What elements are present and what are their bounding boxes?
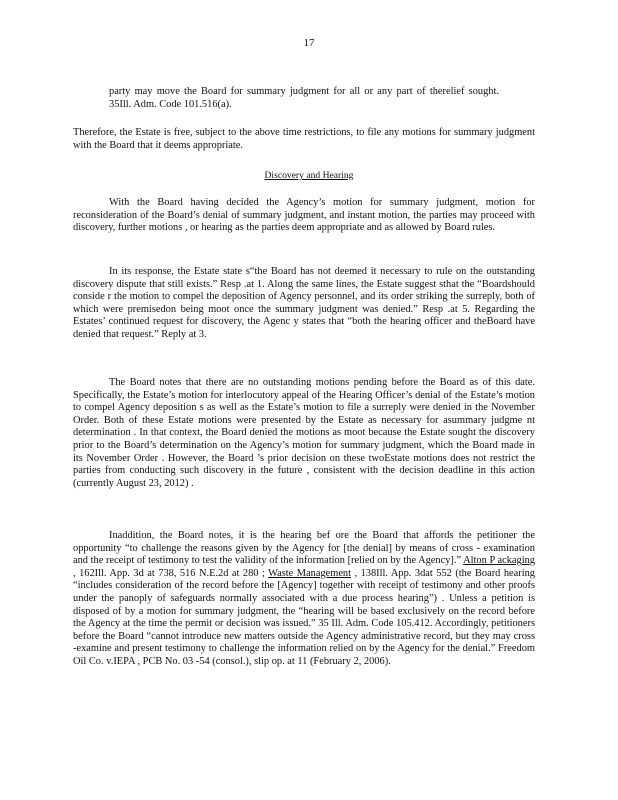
section-heading [0, 170, 618, 183]
paragraph-hearing [73, 530, 535, 669]
page-number: 17 [303, 37, 315, 49]
paragraph-therefore: Therefore, the Estate is free, subject to the above time restrictions, to file any motions for summary judgment with the Board that it deems appropriate. [73, 127, 535, 151]
block-quote: party may move the Board for summary judgment for all or any part of therelief sought. 35Ill. Adm. Code 101.516(a). [109, 86, 499, 110]
case-citation-waste-management: Waste Management [268, 567, 352, 579]
paragraph-board-notes: The Board notes that there are no outstanding motions pending before the Board as of this date. Specifically, the Estate’s motion for interlocutory appeal of the Hearing Officer’s denial of the Estate’s motion to compel Agency deposition s as well as the Estate’s motion to file a surreply were denied in the November Order. Both of these Estate motions were presented by the Estate as necessary for asummary judgme nt determination . In that context, the Board denied the motions as moot because the Estate sought the discovery prior to the Board’s determination on the Agency’s motion for summary judgment, which the Board made in its November Order . However, the Board ’s prior decision on these twoEstate motions does not restrict the parties from conducting such discovery in the future , consistent with the decision deadline in this action (currently August 23, 2012) . [73, 377, 535, 489]
section-heading-text: Discovery and Hearing [264, 170, 354, 181]
paragraph-estate-response: In its response, the Estate state s“the Board has not deemed it necessary to rule on the outstanding discovery dispute that still exists.” Resp .at 1. Along the same lines, the Estate suggest sthat the “Boardshould conside r the motion to compel the deposition of Agency personnel, and its order striking the surreply, both of which were premisedon being moot once the summary judgment was denied.” Resp .at 5. Regarding the Estates’ continued request for discovery, the Agenc y states that “both the hearing officer and theBoard have denied that request.” Reply at 3. [73, 266, 535, 340]
hearing-text-3: , 138Ill. App. 3dat 552 (the Board hearing “includes consideration of the record before the [Agency] together with receipt of testimony and other proofs under the panoply of safeguards normally associated with a due process hearing”) . Unless a petition is disposed of by a motion for summary judgment, the “hearing will be based exclusively on the record before the Agency at the time the permit or decision was issued.” 35 Ill. Adm. Code 105.412. Accordingly, petitioners before the Board “cannot introduce new matters outside the Agency administrative record, but they may cross -examine and present testimony to challenge the information relied on by the Agency for the denial.” Freedom Oil Co. v.IEPA , PCB No. 03 -54 (consol.), slip op. at 11 (February 2, 2006). [73, 567, 536, 667]
paragraph-board-decided: With the Board having decided the Agency’s motion for summary judgment, motion for reconsideration of the Board’s denial of summary judgment, and instant motion, the parties may proceed with discovery, further motions , or hearing as the parties deem appropriate and as allowed by Board rules. [73, 197, 535, 234]
case-citation-alton: Alton P ackaging [463, 555, 535, 567]
hearing-text-2: , 162Ill. App. 3d at 738, 516 N.E.2d at 280 ; [73, 567, 269, 579]
hearing-text-1: Inaddition, the Board notes, it is the hearing bef ore the Board that affords the petitioner the opportunity “to challenge the reasons given by the Agency for [the denial] by means of cross - examination and the receipt of testimony to test the validity of the information [relied on by the Agency].” [73, 530, 535, 567]
